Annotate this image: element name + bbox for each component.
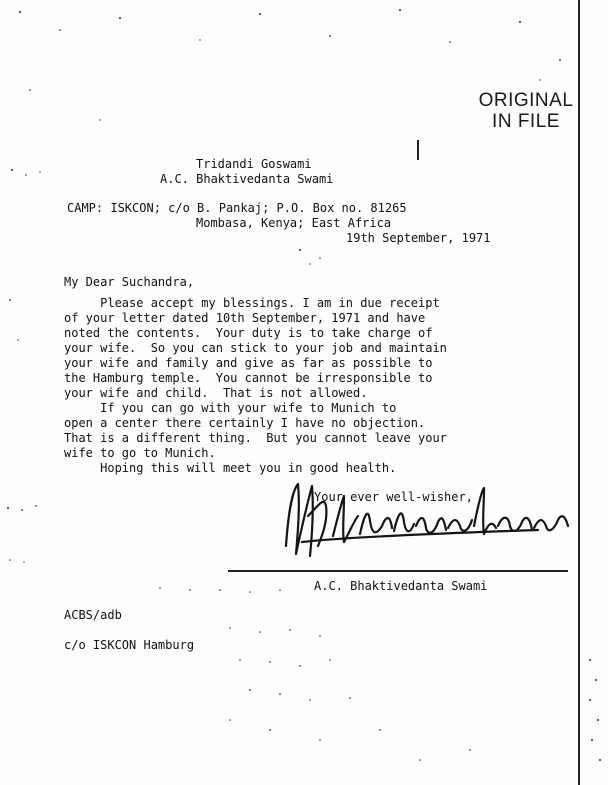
body-line: noted the contents. Your duty is to take charge of [64,326,433,340]
body-line: your wife and child. That is not allowed. [64,386,368,400]
body-line: your wife. So you can stick to your job and maintain [64,341,447,355]
closing-line: Your ever well-wisher, [314,490,473,504]
body-line: Hoping this will meet you in good health. [64,461,397,475]
body-line: of your letter dated 10th September, 1971 and have [64,311,426,325]
body-line: That is a different thing. But you cannot leave your [64,431,447,445]
body-line: the Hamburg temple. You cannot be irresponsible to [64,371,433,385]
city-line: Mombasa, Kenya; East Africa [196,216,392,230]
body-line: Please accept my blessings. I am in due receipt [64,296,440,310]
letterhead-title: Tridandi Goswami [196,157,312,171]
letter-date: 19th September, 1971 [346,231,491,245]
body-line: If you can go with your wife to Munich to [64,401,397,415]
carbon-copy-line: c/o ISKCON Hamburg [64,638,195,652]
stamp-line-1: ORIGINAL [478,90,574,111]
body-line: your wife and family and give as far as possible to [64,356,433,370]
letterhead-name: A.C. Bhaktivedanta Swami [160,172,334,186]
signatory-name: A.C. Bhaktivedanta Swami [314,579,488,593]
camp-address-line: CAMP: ISKCON; c/o B. Pankaj; P.O. Box no. 81265 [67,201,407,215]
stamp-line-2: IN FILE [492,111,560,132]
salutation: My Dear Suchandra, [64,275,195,289]
body-line: wife to go to Munich. [64,446,216,460]
body-line: open a center there certainly I have no objection. [64,416,426,430]
reference-initials: ACBS/adb [64,608,122,622]
